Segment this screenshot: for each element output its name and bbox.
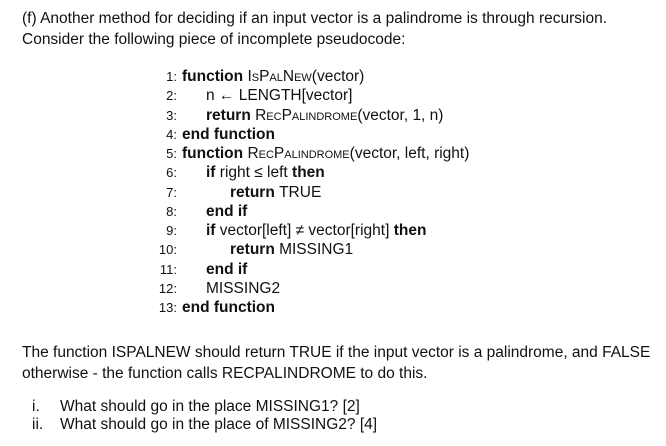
code-text: MISSING2	[206, 279, 281, 297]
code-line	[157, 67, 469, 86]
code-line	[157, 183, 469, 202]
line-number: 9:	[166, 223, 177, 238]
code-line	[157, 279, 469, 298]
line-number: 2:	[166, 88, 177, 104]
line-number: 1:	[166, 69, 177, 84]
code-text: function RecPalindrome(vector, left, right)	[182, 145, 470, 162]
line-number: 3:	[166, 107, 177, 123]
line-number: 12:	[158, 280, 177, 296]
code-text: function IsPalNew(vector)	[182, 68, 365, 85]
question-item	[32, 398, 377, 416]
question-text: What should go in the place MISSING1? [2]	[60, 398, 360, 415]
code-text: end function	[182, 299, 275, 316]
code-line	[157, 260, 469, 279]
question-list	[32, 398, 377, 434]
question-item	[32, 416, 377, 434]
line-number: 4:	[166, 126, 177, 142]
explanation-paragraph: The function ISPALNEW should return TRUE if the input vector is a palindrome, and FALSE otherwise - the function calls RECPALINDROME to do this.	[22, 344, 651, 382]
code-line	[157, 240, 469, 259]
code-text: n ← LENGTH[vector]	[206, 87, 353, 105]
question-text: What should go in the place of MISSING2? [4]	[60, 416, 378, 433]
pseudocode-block	[157, 67, 469, 317]
code-text: if vector[left] ≠ vector[right] then	[206, 222, 427, 239]
code-line	[157, 298, 469, 317]
line-number: 8:	[166, 203, 177, 219]
question-marker: i.	[32, 398, 40, 415]
line-number: 5:	[166, 146, 177, 161]
line-number: 11:	[159, 261, 177, 277]
line-number: 7:	[166, 184, 177, 200]
intro-paragraph: (f) Another method for deciding if an input vector is a palindrome is through recursion. Consider the following piece of incomplete pseudocode:	[22, 10, 608, 48]
code-line	[157, 144, 469, 163]
code-line	[157, 106, 469, 125]
line-number: 13:	[158, 300, 177, 315]
code-text: return MISSING1	[230, 241, 354, 259]
line-number: 10:	[158, 242, 177, 258]
line-number: 6:	[166, 165, 177, 181]
code-line	[157, 163, 469, 182]
code-line	[157, 125, 469, 144]
code-line	[157, 221, 469, 240]
question-marker: ii.	[32, 416, 44, 433]
code-text: end if	[206, 260, 248, 278]
code-text: return TRUE	[230, 183, 322, 201]
code-line	[157, 202, 469, 221]
code-text: return RecPalindrome(vector, 1, n)	[206, 106, 444, 124]
code-text: if right ≤ left then	[206, 164, 325, 182]
code-line	[157, 86, 469, 105]
code-text: end if	[206, 202, 248, 220]
code-text: end function	[182, 125, 275, 143]
